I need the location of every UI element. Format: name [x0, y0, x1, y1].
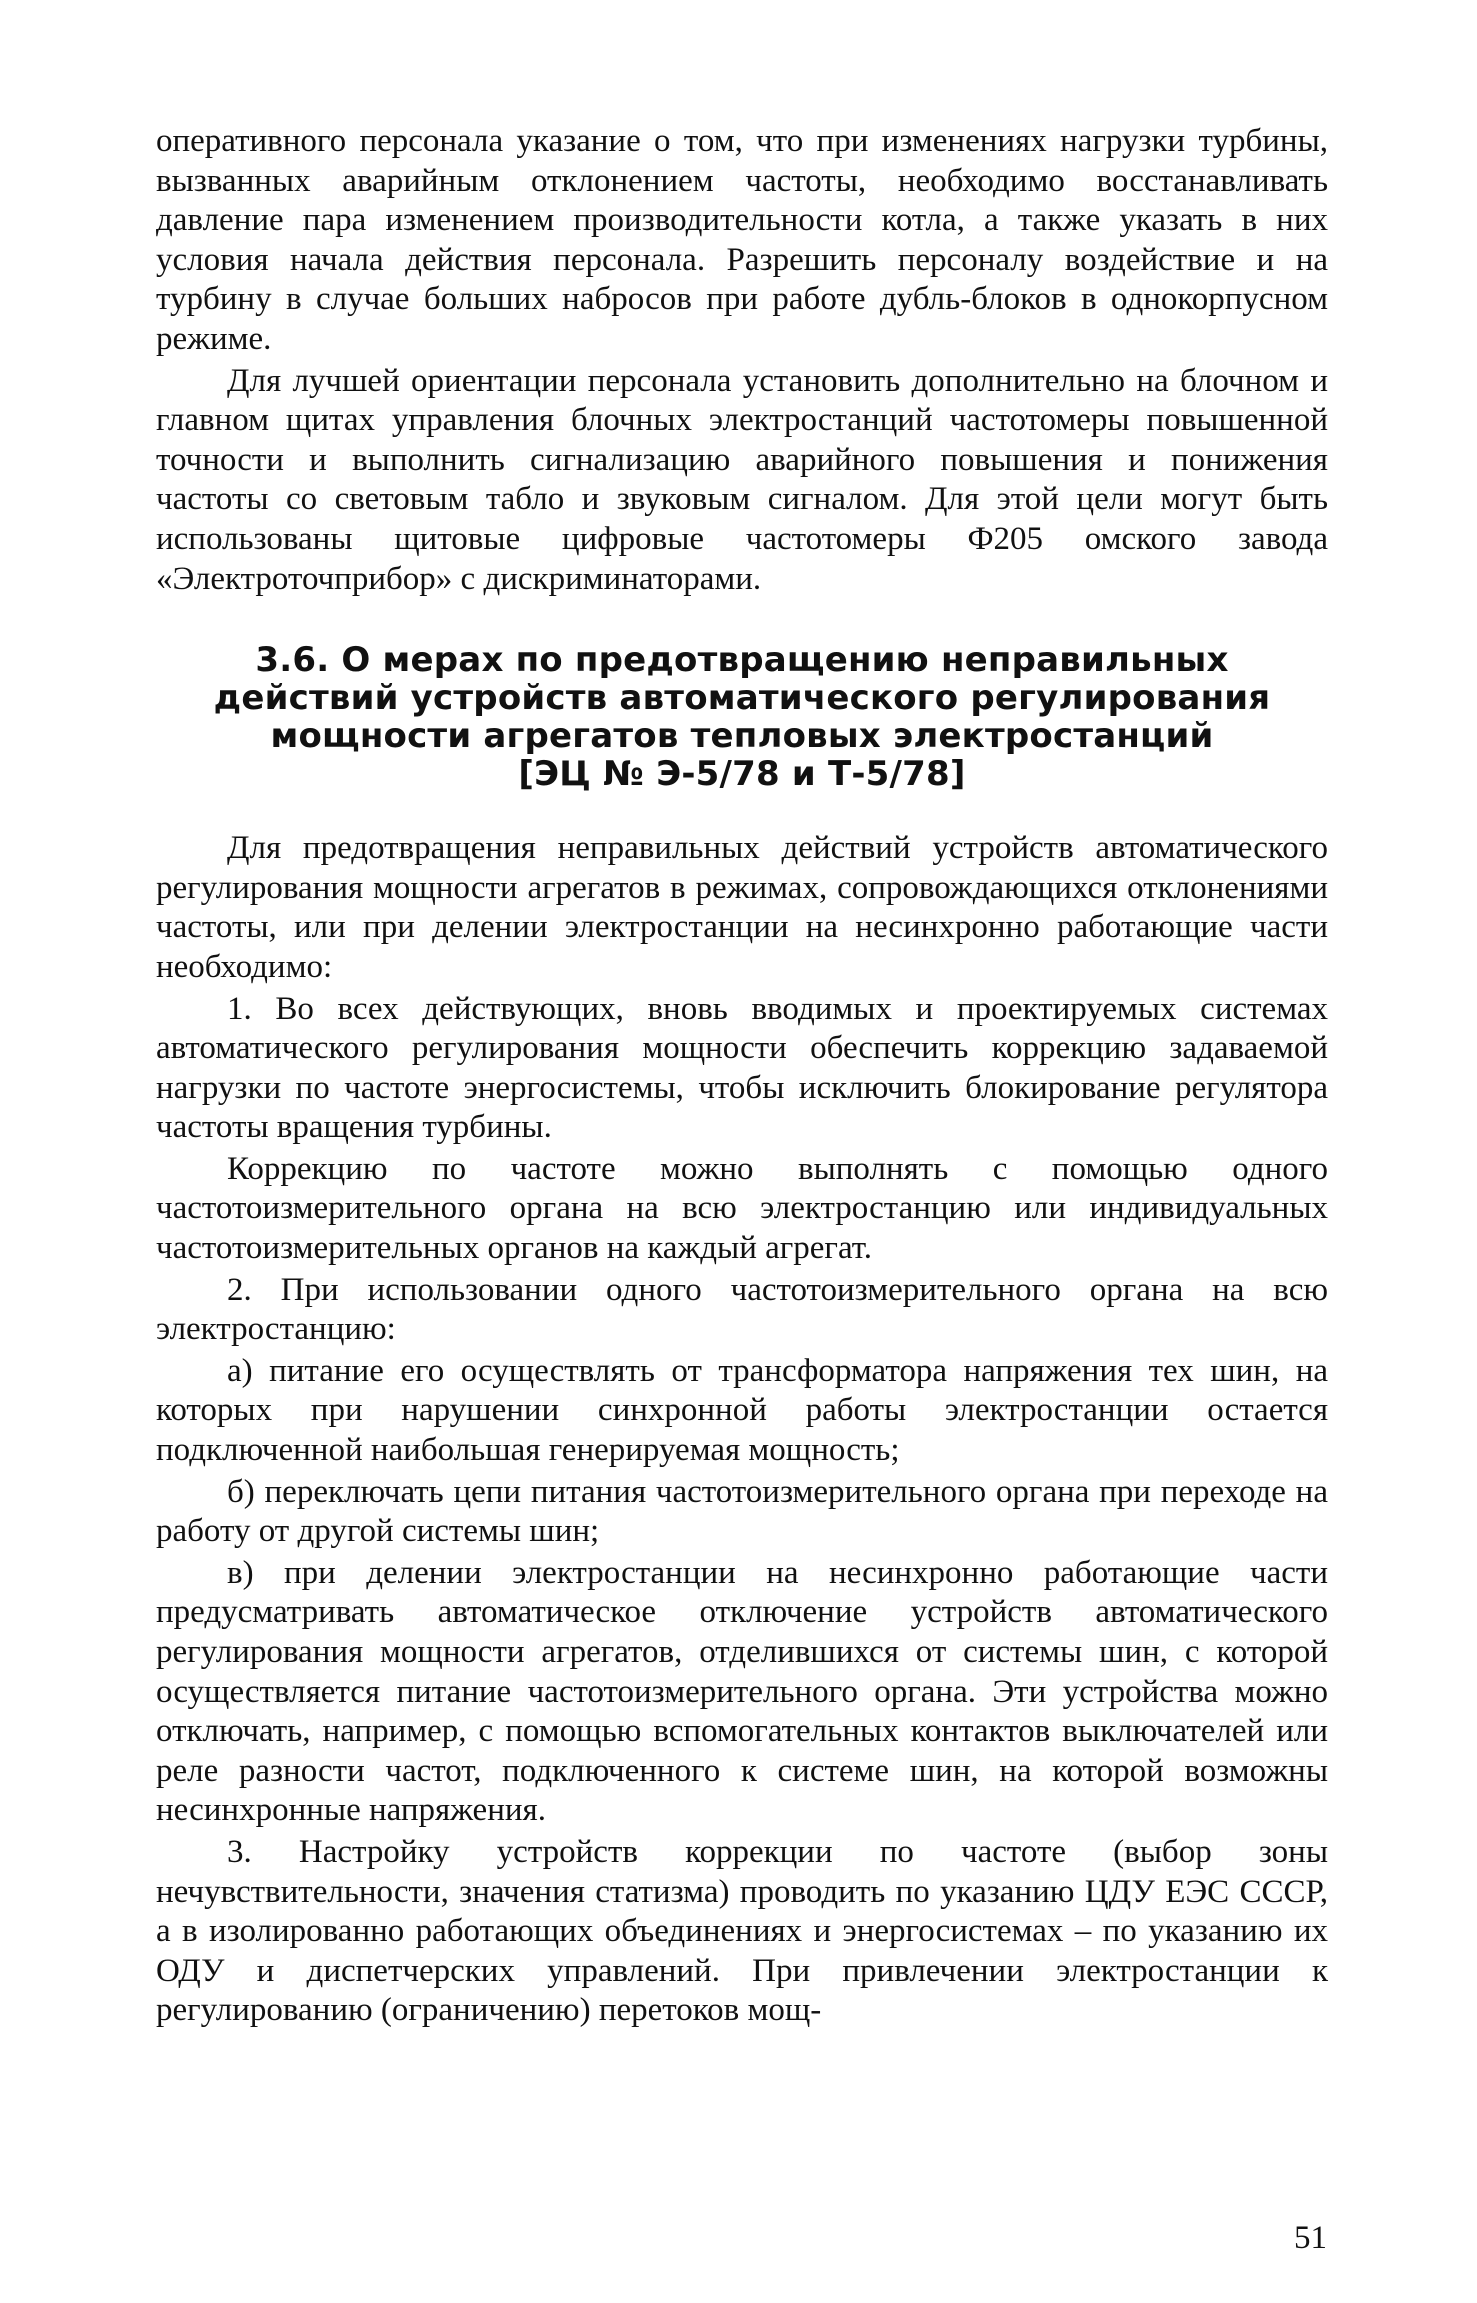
section-heading — [156, 641, 1328, 793]
intro-paragraph-continuation: оперативного персонала указание о том, что при изменениях нагрузки турбины, вызванных аварийным отклонением частоты, необходимо восстанавливать давление пара изменением производительности котла, а также указать в них условия начала действия персонала. Разрешить персоналу воздействие и на турбину в случае больших набросов при работе дубль-блоков в однокорпусном режиме. — [156, 123, 1328, 357]
page-number: 51 — [1294, 2220, 1327, 2256]
section-paragraph: Для предотвращения неправильных действий устройств автоматического регулирования мощности агрегатов в режимах, сопровождающихся отклонениями частоты, или при делении электростанции на несинхронно работающие части необходимо: — [156, 830, 1328, 985]
list-item-2: 2. При использовании одного частотоизмерительного органа на всю электростанцию: — [156, 1271, 1328, 1348]
section-heading-line: 3.6. О мерах по предотвращению неправильных — [255, 640, 1229, 681]
section-paragraph: Коррекцию по частоте можно выполнять с помощью одного частотоизмерительного органа на всю электростанцию или индивидуальных частотоизмерительных органов на каждый агрегат. — [156, 1150, 1328, 1267]
list-item-1: 1. Во всех действующих, вновь вводимых и проектируемых системах автоматического регулирования мощности обеспечить коррекцию задаваемой нагрузки по частоте энергосистемы, чтобы исключить блокирование регулятора частоты вращения турбины. — [156, 990, 1328, 1146]
document-page — [156, 122, 1328, 2033]
section-heading-reference: [ЭЦ № Э-5/78 и Т-5/78] — [518, 754, 966, 795]
intro-paragraph: Для лучшей ориентации персонала установить дополнительно на блочном и главном щитах управления блочных электростанций частотомеры повышенной точности и выполнить сигнализацию аварийного повышения и понижения частоты со световым табло и звуковым сигналом. Для этой цели могут быть использованы щитовые цифровые частотомеры Ф205 омского завода «Электроточприбор» с дискриминаторами. — [156, 362, 1328, 597]
sub-item-c: в) при делении электростанции на несинхронно работающие части предусматривать автоматическое отключение устройств автоматического регулирования мощности агрегатов, отделившихся от системы шин, с которой осуществляется питание частотоизмерительного органа. Эти устройства можно отключать, например, с помощью вспомогательных контактов выключателей или реле разности частот, подключенного к системе шин, на которой возможны несинхронные напряжения. — [156, 1554, 1328, 1829]
sub-item-b: б) переключать цепи питания частотоизмерительного органа при переходе на работу от другой системы шин; — [156, 1473, 1328, 1550]
section-heading-line: действий устройств автоматического регулирования — [213, 678, 1271, 719]
section-heading-line: мощности агрегатов тепловых электростанций — [270, 716, 1214, 757]
sub-item-a: а) питание его осуществлять от трансформатора напряжения тех шин, на которых при нарушении синхронной работы электростанции остается подключенной наибольшая генерируемая мощность; — [156, 1352, 1328, 1469]
list-item-3: 3. Настройку устройств коррекции по частоте (выбор зоны нечувствительности, значения статизма) проводить по указанию ЦДУ ЕЭС СССР, а в изолированно работающих объединениях и энергосистемах – по указанию их ОДУ и диспетчерских управлений. При привлечении электростанции к регулированию (ограничению) перетоков мощ- — [156, 1833, 1328, 2029]
